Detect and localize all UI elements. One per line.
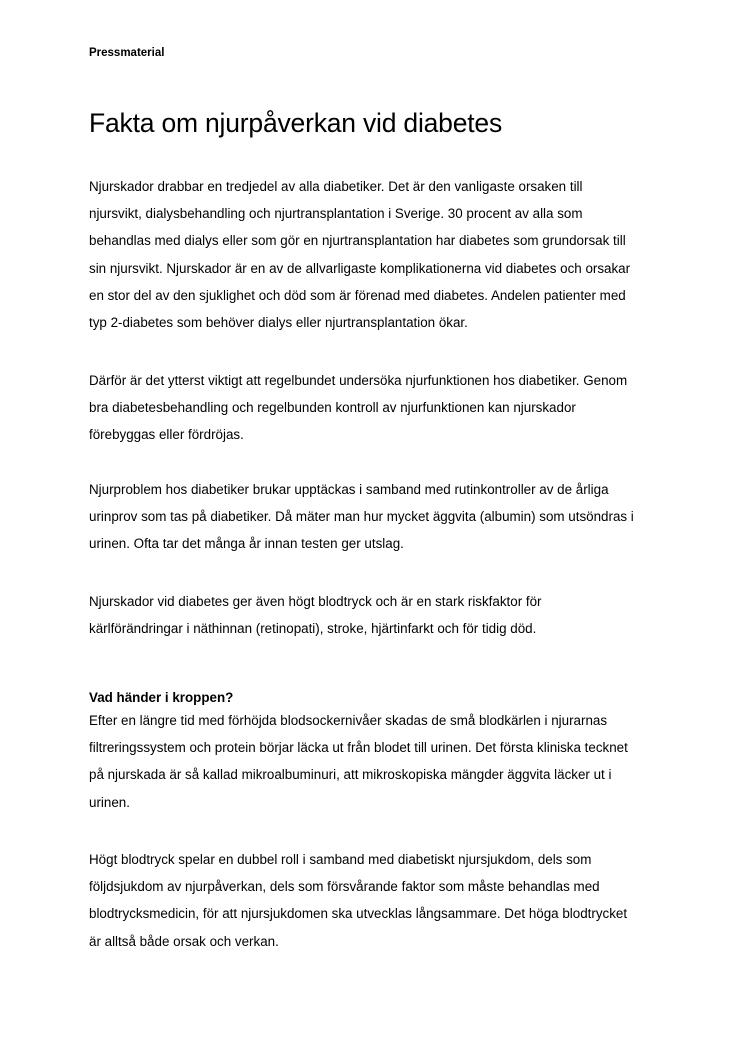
- paragraph-line: bra diabetesbehandling och regelbunden kontroll av njurfunktionen kan njurskador: [89, 400, 576, 416]
- paragraph-line: urinen. Ofta tar det många år innan testen ger utslag.: [89, 536, 404, 552]
- paragraph-line: Njurskador vid diabetes ger även högt blodtryck och är en stark riskfaktor för: [89, 594, 542, 609]
- blood-pressure-paragraph: [89, 846, 669, 955]
- paragraph-line: kärlförändringar i näthinnan (retinopati), stroke, hjärtinfarkt och för tidig död.: [89, 621, 537, 637]
- section-heading: Vad händer i kroppen?: [89, 690, 234, 705]
- paragraph-line: Högt blodtryck spelar en dubbel roll i samband med diabetiskt njursjukdom, dels som: [89, 852, 592, 867]
- paragraph-line: sin njursvikt. Njurskador är en av de allvarligaste komplikationerna vid diabetes och orsakar: [89, 260, 631, 276]
- paragraph-line: urinen.: [89, 794, 130, 810]
- paragraph-line: filtreringssystem och protein börjar läcka ut från blodet till urinen. Det första kliniska tecknet: [89, 740, 628, 756]
- press-material-label: Pressmaterial: [89, 47, 165, 59]
- paragraph-line: en stor del av den sjuklighet och död som är förenad med diabetes. Andelen patienter med: [89, 287, 626, 303]
- paragraph-line: behandlas med dialys eller som gör en njurtransplantation har diabetes som grundorsak till: [89, 233, 626, 249]
- paragraph-line: Njurproblem hos diabetiker brukar upptäckas i samband med rutinkontroller av de årliga: [89, 482, 609, 497]
- risk-paragraph: [89, 588, 669, 642]
- paragraph-line: blodtrycksmedicin, för att njursjukdomen ska utvecklas långsammare. Det höga blodtrycket: [89, 906, 628, 922]
- paragraph-line: förebyggas eller fördröjas.: [89, 427, 244, 443]
- paragraph-line: Därför är det ytterst viktigt att regelbundet undersöka njurfunktionen hos diabetiker. Genom: [89, 373, 628, 388]
- paragraph-line: urinprov som tas på diabetiker. Då mäter man hur mycket äggvita (albumin) som utsöndras i: [89, 509, 634, 525]
- paragraph-line: på njurskada är så kallad mikroalbuminuri, att mikroskopiska mängder äggvita läcker ut i: [89, 767, 612, 783]
- body-process-paragraph: [89, 707, 669, 816]
- detection-paragraph: [89, 476, 669, 558]
- paragraph-line: njursvikt, dialysbehandling och njurtransplantation i Sverige. 30 procent av alla som: [89, 206, 583, 222]
- paragraph-line: följdsjukdom av njurpåverkan, dels som försvårande faktor som måste behandlas med: [89, 879, 600, 895]
- paragraph-line: typ 2-diabetes som behöver dialys eller njurtransplantation ökar.: [89, 315, 468, 331]
- paragraph-line: Efter en längre tid med förhöjda blodsockernivåer skadas de små blodkärlen i njurarnas: [89, 713, 608, 728]
- paragraph-line: är alltså både orsak och verkan.: [89, 933, 279, 949]
- intro-paragraph: [89, 173, 669, 336]
- screening-paragraph: [89, 367, 669, 449]
- paragraph-line: Njurskador drabbar en tredjedel av alla diabetiker. Det är den vanligaste orsaken till: [89, 179, 583, 194]
- page-title: Fakta om njurpåverkan vid diabetes: [89, 108, 503, 138]
